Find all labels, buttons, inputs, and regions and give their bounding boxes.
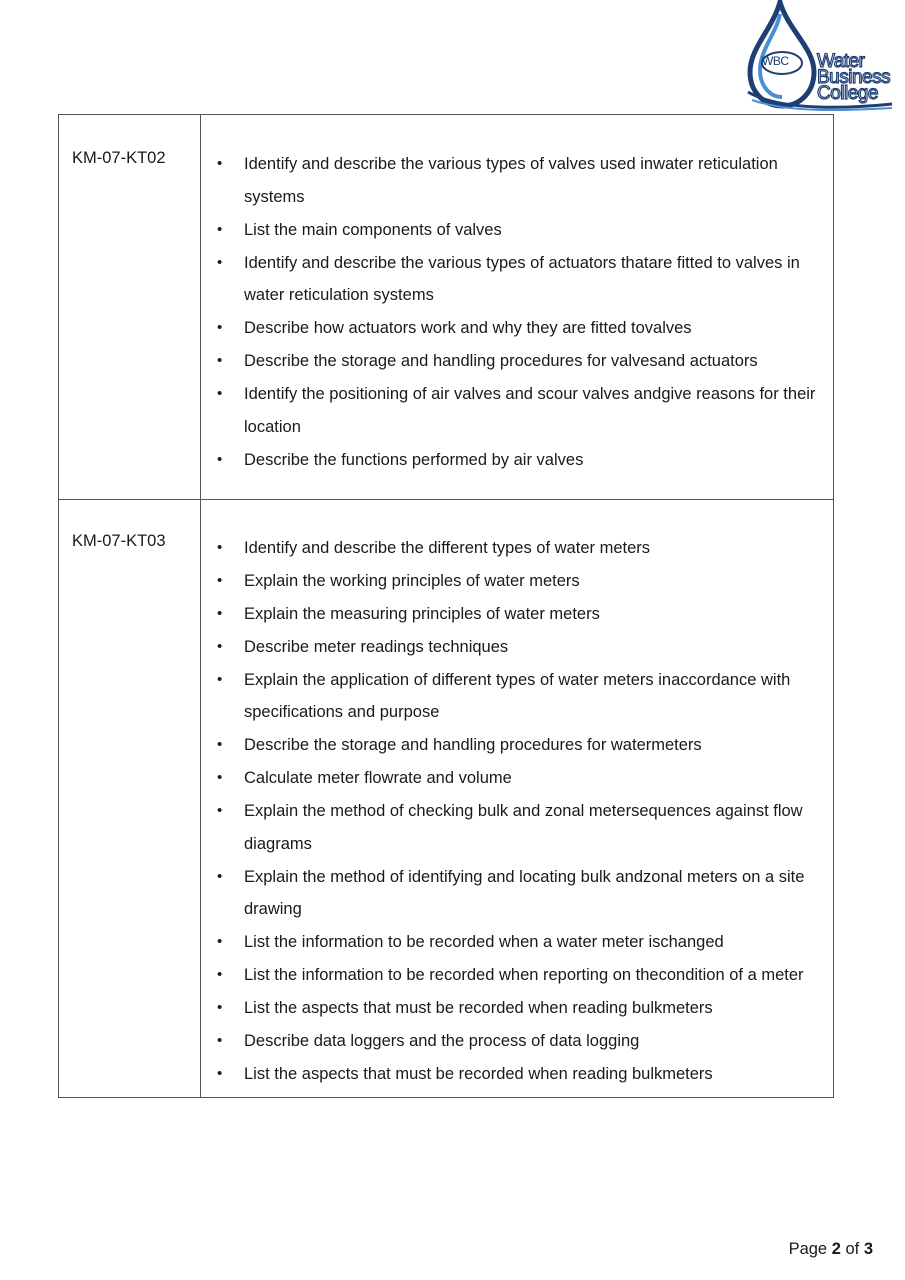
college-logo (742, 0, 902, 112)
list-item: • Calculate meter flowrate and volume (201, 762, 833, 795)
list-item: • Explain the method of identifying and locating bulk andzonal meters on a site drawing (201, 861, 833, 926)
list-item: • Describe the storage and handling procedures for watermeters (201, 729, 833, 762)
page-separator: of (840, 1240, 864, 1258)
list-item: • Identify and describe the various types of valves used inwater reticulation systems (201, 148, 833, 213)
page-number (789, 1240, 873, 1259)
knowledge-topics-table (58, 114, 834, 1098)
list-item: • Explain the application of different types of water meters inaccordance with specifications and purpose (201, 664, 833, 729)
logo-line: College (817, 83, 878, 104)
list-item: • Identify and describe the different types of water meters (201, 532, 833, 565)
logo-wordmark (817, 51, 891, 104)
list-item: • List the information to be recorded when a water meter ischanged (201, 926, 833, 959)
total-pages: 3 (863, 1240, 873, 1258)
list-item: • Explain the working principles of water meters (201, 565, 833, 598)
list-item: • Describe the storage and handling procedures for valvesand actuators (201, 345, 833, 378)
topic-items-cell (201, 115, 834, 500)
logo-line: Business (817, 67, 891, 88)
bullet-list (201, 148, 833, 476)
logo-line: Water (817, 51, 865, 72)
current-page: 2 (831, 1240, 841, 1258)
bullet-list (201, 532, 833, 1091)
page-label: Page (788, 1240, 832, 1258)
topic-code: KM-07-KT02 (59, 115, 201, 500)
list-item: • Describe meter readings techniques (201, 631, 833, 664)
list-item: • Describe data loggers and the process of data logging (201, 1025, 833, 1058)
list-item: • Identify the positioning of air valves and scour valves andgive reasons for their location (201, 378, 833, 443)
list-item: • Identify and describe the various types of actuators thatare fitted to valves in water reticulation systems (201, 247, 833, 312)
list-item: • Describe the functions performed by air valves (201, 444, 833, 477)
logo-abbreviation: WBC (762, 54, 789, 68)
list-item: • Describe how actuators work and why they are fitted tovalves (201, 312, 833, 345)
list-item: • List the aspects that must be recorded when reading bulkmeters (201, 1058, 833, 1091)
list-item: • List the main components of valves (201, 214, 833, 247)
list-item: • List the aspects that must be recorded when reading bulkmeters (201, 992, 833, 1025)
table-row (59, 115, 834, 500)
table-row (59, 499, 834, 1098)
list-item: • Explain the method of checking bulk and zonal metersequences against flow diagrams (201, 795, 833, 860)
topic-code: KM-07-KT03 (59, 499, 201, 1098)
list-item: • Explain the measuring principles of water meters (201, 598, 833, 631)
topic-items-cell (201, 499, 834, 1098)
list-item: • List the information to be recorded when reporting on thecondition of a meter (201, 959, 833, 992)
